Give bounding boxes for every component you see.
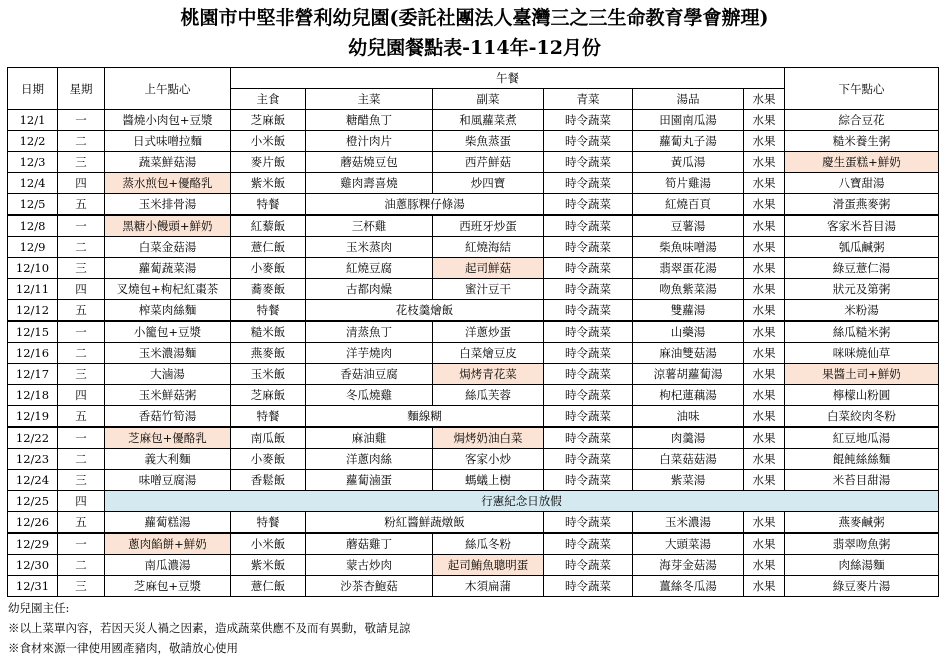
cell-side-dish: 西芹鮮菇 xyxy=(433,152,544,173)
cell-staple: 南瓜飯 xyxy=(231,427,306,449)
table-body xyxy=(8,110,939,597)
cell-am-snack: 黑糖小饅頭+鮮奶 xyxy=(105,215,231,237)
cell-weekday: 三 xyxy=(58,576,105,597)
cell-weekday: 五 xyxy=(58,194,105,216)
notes xyxy=(8,598,411,658)
cell-main-dish: 糖醋魚丁 xyxy=(306,110,433,131)
cell-main-dish: 蒙古炒肉 xyxy=(306,555,433,576)
cell-main-dish: 三杯雞 xyxy=(306,215,433,237)
cell-staple: 薏仁飯 xyxy=(231,576,306,597)
cell-vegetable: 時令蔬菜 xyxy=(544,279,633,300)
cell-weekday: 五 xyxy=(58,300,105,322)
cell-weekday: 四 xyxy=(58,279,105,300)
cell-staple: 特餐 xyxy=(231,194,306,216)
cell-am-snack: 南瓜濃湯 xyxy=(105,555,231,576)
cell-weekday: 五 xyxy=(58,512,105,534)
cell-pm-snack: 肉絲湯麵 xyxy=(785,555,939,576)
cell-vegetable: 時令蔬菜 xyxy=(544,173,633,194)
cell-soup: 薑絲冬瓜湯 xyxy=(633,576,744,597)
cell-staple: 特餐 xyxy=(231,300,306,322)
note-director: 幼兒園主任: xyxy=(8,601,70,615)
cell-date: 12/10 xyxy=(8,258,58,279)
cell-date: 12/4 xyxy=(8,173,58,194)
table-row xyxy=(8,343,939,364)
header-date: 日期 xyxy=(8,68,58,110)
cell-soup: 豆薯湯 xyxy=(633,215,744,237)
cell-pm-snack: 糙米養生粥 xyxy=(785,131,939,152)
cell-fruit: 水果 xyxy=(744,258,785,279)
table-row xyxy=(8,427,939,449)
cell-am-snack: 義大利麵 xyxy=(105,449,231,470)
cell-am-snack: 榨菜肉絲麵 xyxy=(105,300,231,322)
cell-vegetable: 時令蔬菜 xyxy=(544,427,633,449)
table-row xyxy=(8,533,939,555)
header-side: 副菜 xyxy=(433,89,544,110)
header-fruit: 水果 xyxy=(744,89,785,110)
cell-fruit: 水果 xyxy=(744,533,785,555)
header-am-snack: 上午點心 xyxy=(105,68,231,110)
cell-weekday: 四 xyxy=(58,173,105,194)
cell-am-snack: 玉米排骨湯 xyxy=(105,194,231,216)
cell-pm-snack: 狀元及第粥 xyxy=(785,279,939,300)
cell-soup: 翡翠蛋花湯 xyxy=(633,258,744,279)
cell-soup: 蘿蔔丸子湯 xyxy=(633,131,744,152)
cell-weekday: 一 xyxy=(58,215,105,237)
cell-staple: 芝麻飯 xyxy=(231,110,306,131)
cell-pm-snack: 果醬土司+鮮奶 xyxy=(785,364,939,385)
cell-soup: 枸杞蓮藕湯 xyxy=(633,385,744,406)
cell-soup: 吻魚紫菜湯 xyxy=(633,279,744,300)
cell-date: 12/1 xyxy=(8,110,58,131)
cell-fruit: 水果 xyxy=(744,237,785,258)
cell-fruit: 水果 xyxy=(744,385,785,406)
cell-am-snack: 蔬菜鮮菇湯 xyxy=(105,152,231,173)
cell-pm-snack: 瓠瓜鹹粥 xyxy=(785,237,939,258)
cell-main-dish: 清蒸魚丁 xyxy=(306,321,433,343)
header-weekday: 星期 xyxy=(58,68,105,110)
cell-staple: 紅藜飯 xyxy=(231,215,306,237)
cell-fruit: 水果 xyxy=(744,406,785,428)
table-row xyxy=(8,237,939,258)
table-row xyxy=(8,406,939,428)
cell-soup: 麻油雙菇湯 xyxy=(633,343,744,364)
cell-pm-snack: 綠豆薏仁湯 xyxy=(785,258,939,279)
cell-date: 12/3 xyxy=(8,152,58,173)
cell-vegetable: 時令蔬菜 xyxy=(544,300,633,322)
cell-pm-snack: 紅豆地瓜湯 xyxy=(785,427,939,449)
cell-vegetable: 時令蔬菜 xyxy=(544,131,633,152)
header-main: 主菜 xyxy=(306,89,433,110)
cell-side-dish: 焗烤奶油白菜 xyxy=(433,427,544,449)
cell-soup: 大頭菜湯 xyxy=(633,533,744,555)
cell-main-dish: 麻油雞 xyxy=(306,427,433,449)
cell-pm-snack: 米粉湯 xyxy=(785,300,939,322)
cell-main-dish: 蘑菇雞丁 xyxy=(306,533,433,555)
cell-fruit: 水果 xyxy=(744,427,785,449)
cell-weekday: 三 xyxy=(58,470,105,491)
cell-staple: 小麥飯 xyxy=(231,449,306,470)
cell-am-snack: 芝麻包+優酪乳 xyxy=(105,427,231,449)
cell-weekday: 一 xyxy=(58,427,105,449)
cell-staple: 蕎麥飯 xyxy=(231,279,306,300)
cell-am-snack: 蒸水煎包+優酪乳 xyxy=(105,173,231,194)
cell-main-dish: 花枝羹燴飯 xyxy=(306,300,544,322)
cell-main-dish: 蘑菇燒豆包 xyxy=(306,152,433,173)
cell-main-dish: 雞肉壽喜燒 xyxy=(306,173,433,194)
cell-main-dish: 香菇油豆腐 xyxy=(306,364,433,385)
header-pm-snack: 下午點心 xyxy=(785,68,939,110)
cell-side-dish: 蜜汁豆干 xyxy=(433,279,544,300)
cell-date: 12/23 xyxy=(8,449,58,470)
cell-date: 12/17 xyxy=(8,364,58,385)
table-row xyxy=(8,576,939,597)
cell-staple: 特餐 xyxy=(231,512,306,534)
cell-staple: 燕麥飯 xyxy=(231,343,306,364)
cell-main-dish: 洋蔥肉絲 xyxy=(306,449,433,470)
cell-weekday: 一 xyxy=(58,321,105,343)
cell-weekday: 五 xyxy=(58,406,105,428)
cell-main-dish: 粉紅醬鮮蔬燉飯 xyxy=(306,512,544,534)
cell-soup: 紅燒百頁 xyxy=(633,194,744,216)
cell-fruit: 水果 xyxy=(744,131,785,152)
cell-soup: 玉米濃湯 xyxy=(633,512,744,534)
cell-main-dish: 冬瓜燒雞 xyxy=(306,385,433,406)
cell-side-dish: 絲瓜芙蓉 xyxy=(433,385,544,406)
cell-vegetable: 時令蔬菜 xyxy=(544,512,633,534)
table-row xyxy=(8,152,939,173)
cell-pm-snack: 檸檬山粉圓 xyxy=(785,385,939,406)
table-row xyxy=(8,173,939,194)
cell-vegetable: 時令蔬菜 xyxy=(544,449,633,470)
cell-date: 12/25 xyxy=(8,491,58,512)
table-row xyxy=(8,512,939,534)
table-row xyxy=(8,215,939,237)
cell-date: 12/26 xyxy=(8,512,58,534)
cell-soup: 肉羹湯 xyxy=(633,427,744,449)
cell-main-dish: 玉米蒸肉 xyxy=(306,237,433,258)
cell-date: 12/31 xyxy=(8,576,58,597)
cell-main-dish: 麵線糊 xyxy=(306,406,544,428)
cell-fruit: 水果 xyxy=(744,470,785,491)
cell-am-snack: 醬燒小肉包+豆漿 xyxy=(105,110,231,131)
cell-side-dish: 西班牙炒蛋 xyxy=(433,215,544,237)
cell-date: 12/30 xyxy=(8,555,58,576)
cell-soup: 柴魚味噌湯 xyxy=(633,237,744,258)
cell-soup: 紫菜湯 xyxy=(633,470,744,491)
cell-weekday: 三 xyxy=(58,258,105,279)
cell-side-dish: 炒四寶 xyxy=(433,173,544,194)
cell-fruit: 水果 xyxy=(744,279,785,300)
cell-staple: 紫米飯 xyxy=(231,173,306,194)
cell-fruit: 水果 xyxy=(744,215,785,237)
cell-staple: 糙米飯 xyxy=(231,321,306,343)
table-row xyxy=(8,300,939,322)
cell-staple: 小麥飯 xyxy=(231,258,306,279)
cell-fruit: 水果 xyxy=(744,300,785,322)
cell-vegetable: 時令蔬菜 xyxy=(544,470,633,491)
cell-soup: 筍片雞湯 xyxy=(633,173,744,194)
cell-side-dish: 柴魚蒸蛋 xyxy=(433,131,544,152)
cell-date: 12/11 xyxy=(8,279,58,300)
table-row xyxy=(8,491,939,512)
cell-pm-snack: 客家米苔目湯 xyxy=(785,215,939,237)
meal-table xyxy=(7,67,939,597)
cell-soup: 海芽金菇湯 xyxy=(633,555,744,576)
cell-fruit: 水果 xyxy=(744,173,785,194)
cell-weekday: 二 xyxy=(58,449,105,470)
cell-staple: 玉米飯 xyxy=(231,364,306,385)
cell-main-dish: 紅燒豆腐 xyxy=(306,258,433,279)
cell-date: 12/5 xyxy=(8,194,58,216)
cell-fruit: 水果 xyxy=(744,449,785,470)
header-soup: 湯品 xyxy=(633,89,744,110)
cell-weekday: 四 xyxy=(58,491,105,512)
header-staple: 主食 xyxy=(231,89,306,110)
cell-side-dish: 紅燒海結 xyxy=(433,237,544,258)
cell-vegetable: 時令蔬菜 xyxy=(544,343,633,364)
cell-vegetable: 時令蔬菜 xyxy=(544,152,633,173)
table-row xyxy=(8,364,939,385)
cell-holiday: 行憲紀念日放假 xyxy=(105,491,939,512)
cell-pm-snack: 翡翠吻魚粥 xyxy=(785,533,939,555)
cell-pm-snack: 滑蛋燕麥粥 xyxy=(785,194,939,216)
cell-pm-snack: 綠豆麥片湯 xyxy=(785,576,939,597)
cell-am-snack: 大滷湯 xyxy=(105,364,231,385)
cell-vegetable: 時令蔬菜 xyxy=(544,555,633,576)
header-lunch: 午餐 xyxy=(231,68,785,89)
cell-side-dish: 起司鮪魚聰明蛋 xyxy=(433,555,544,576)
page-title: 桃園市中堅非營利幼兒園(委託社團法人臺灣三之三生命教育學會辦理) xyxy=(180,7,769,29)
cell-am-snack: 玉米鮮菇粥 xyxy=(105,385,231,406)
cell-pm-snack: 白菜絞肉冬粉 xyxy=(785,406,939,428)
cell-vegetable: 時令蔬菜 xyxy=(544,576,633,597)
cell-staple: 小米飯 xyxy=(231,533,306,555)
cell-main-dish: 油蔥豚粿仔條湯 xyxy=(306,194,544,216)
cell-am-snack: 日式味噌拉麵 xyxy=(105,131,231,152)
cell-date: 12/22 xyxy=(8,427,58,449)
cell-vegetable: 時令蔬菜 xyxy=(544,533,633,555)
cell-side-dish: 客家小炒 xyxy=(433,449,544,470)
cell-am-snack: 玉米濃湯麵 xyxy=(105,343,231,364)
cell-soup: 油味 xyxy=(633,406,744,428)
cell-vegetable: 時令蔬菜 xyxy=(544,364,633,385)
cell-side-dish: 洋蔥炒蛋 xyxy=(433,321,544,343)
cell-weekday: 一 xyxy=(58,110,105,131)
cell-pm-snack: 餛飩絲絲麵 xyxy=(785,449,939,470)
cell-staple: 香鬆飯 xyxy=(231,470,306,491)
cell-soup: 雙蘿湯 xyxy=(633,300,744,322)
table-row xyxy=(8,321,939,343)
cell-vegetable: 時令蔬菜 xyxy=(544,406,633,428)
cell-vegetable: 時令蔬菜 xyxy=(544,194,633,216)
cell-am-snack: 白菜金菇湯 xyxy=(105,237,231,258)
cell-weekday: 一 xyxy=(58,533,105,555)
table-row xyxy=(8,131,939,152)
cell-staple: 芝麻飯 xyxy=(231,385,306,406)
cell-vegetable: 時令蔬菜 xyxy=(544,385,633,406)
cell-fruit: 水果 xyxy=(744,364,785,385)
cell-vegetable: 時令蔬菜 xyxy=(544,110,633,131)
table-row xyxy=(8,385,939,406)
cell-weekday: 二 xyxy=(58,237,105,258)
cell-fruit: 水果 xyxy=(744,194,785,216)
cell-side-dish: 白菜燴豆皮 xyxy=(433,343,544,364)
cell-soup: 田園南瓜湯 xyxy=(633,110,744,131)
table-row xyxy=(8,470,939,491)
cell-main-dish: 蘿蔔滷蛋 xyxy=(306,470,433,491)
cell-weekday: 三 xyxy=(58,364,105,385)
cell-side-dish: 絲瓜冬粉 xyxy=(433,533,544,555)
header-veg: 青菜 xyxy=(544,89,633,110)
table-row xyxy=(8,194,939,216)
cell-weekday: 二 xyxy=(58,555,105,576)
cell-fruit: 水果 xyxy=(744,576,785,597)
cell-side-dish: 焗烤青花菜 xyxy=(433,364,544,385)
cell-fruit: 水果 xyxy=(744,152,785,173)
cell-soup: 山藥湯 xyxy=(633,321,744,343)
cell-side-dish: 木須扁蒲 xyxy=(433,576,544,597)
cell-side-dish: 螞蟻上樹 xyxy=(433,470,544,491)
cell-am-snack: 小籠包+豆漿 xyxy=(105,321,231,343)
cell-pm-snack: 慶生蛋糕+鮮奶 xyxy=(785,152,939,173)
cell-pm-snack: 咪咪燒仙草 xyxy=(785,343,939,364)
cell-am-snack: 芝麻包+豆漿 xyxy=(105,576,231,597)
cell-date: 12/29 xyxy=(8,533,58,555)
cell-main-dish: 洋芋燒肉 xyxy=(306,343,433,364)
cell-am-snack: 蘿蔔蔬菜湯 xyxy=(105,258,231,279)
table-row xyxy=(8,110,939,131)
table-row xyxy=(8,258,939,279)
table-row xyxy=(8,555,939,576)
table-header xyxy=(8,68,939,110)
cell-date: 12/15 xyxy=(8,321,58,343)
cell-pm-snack: 綜合豆花 xyxy=(785,110,939,131)
cell-pm-snack: 米苔目甜湯 xyxy=(785,470,939,491)
cell-side-dish: 起司鮮菇 xyxy=(433,258,544,279)
cell-pm-snack: 燕麥鹹粥 xyxy=(785,512,939,534)
cell-weekday: 二 xyxy=(58,131,105,152)
cell-am-snack: 味噌豆腐湯 xyxy=(105,470,231,491)
cell-weekday: 二 xyxy=(58,343,105,364)
cell-staple: 薏仁飯 xyxy=(231,237,306,258)
cell-fruit: 水果 xyxy=(744,512,785,534)
cell-staple: 特餐 xyxy=(231,406,306,428)
cell-date: 12/8 xyxy=(8,215,58,237)
cell-date: 12/16 xyxy=(8,343,58,364)
cell-date: 12/18 xyxy=(8,385,58,406)
cell-date: 12/9 xyxy=(8,237,58,258)
cell-date: 12/19 xyxy=(8,406,58,428)
cell-vegetable: 時令蔬菜 xyxy=(544,258,633,279)
cell-am-snack: 蔥肉餡餅+鮮奶 xyxy=(105,533,231,555)
note-pork-source: ※食材來源一律使用國產豬肉，敬請放心使用 xyxy=(8,641,238,655)
cell-am-snack: 香菇竹筍湯 xyxy=(105,406,231,428)
cell-fruit: 水果 xyxy=(744,555,785,576)
cell-date: 12/24 xyxy=(8,470,58,491)
cell-soup: 黃瓜湯 xyxy=(633,152,744,173)
cell-soup: 涼薯胡蘿蔔湯 xyxy=(633,364,744,385)
cell-fruit: 水果 xyxy=(744,343,785,364)
cell-soup: 白菜菇菇湯 xyxy=(633,449,744,470)
cell-main-dish: 古都肉燥 xyxy=(306,279,433,300)
table-row xyxy=(8,449,939,470)
cell-weekday: 四 xyxy=(58,385,105,406)
cell-main-dish: 沙茶杏鮑菇 xyxy=(306,576,433,597)
cell-date: 12/2 xyxy=(8,131,58,152)
cell-vegetable: 時令蔬菜 xyxy=(544,321,633,343)
cell-weekday: 三 xyxy=(58,152,105,173)
cell-pm-snack: 絲瓜糙米粥 xyxy=(785,321,939,343)
note-change-disclaimer: ※以上菜單內容，若因天災人禍之因素，造成蔬菜供應不及而有異動，敬請見諒 xyxy=(8,621,411,635)
cell-pm-snack: 八寶甜湯 xyxy=(785,173,939,194)
cell-staple: 紫米飯 xyxy=(231,555,306,576)
cell-main-dish: 橙汁肉片 xyxy=(306,131,433,152)
cell-date: 12/12 xyxy=(8,300,58,322)
cell-side-dish: 和風蘿菜煮 xyxy=(433,110,544,131)
cell-am-snack: 蘿蔔糕湯 xyxy=(105,512,231,534)
cell-staple: 麥片飯 xyxy=(231,152,306,173)
cell-fruit: 水果 xyxy=(744,321,785,343)
cell-staple: 小米飯 xyxy=(231,131,306,152)
page-subtitle: 幼兒園餐點表-114年-12月份 xyxy=(348,37,601,59)
cell-am-snack: 叉燒包+枸杞紅棗茶 xyxy=(105,279,231,300)
table-row xyxy=(8,279,939,300)
cell-fruit: 水果 xyxy=(744,110,785,131)
cell-vegetable: 時令蔬菜 xyxy=(544,237,633,258)
cell-vegetable: 時令蔬菜 xyxy=(544,215,633,237)
